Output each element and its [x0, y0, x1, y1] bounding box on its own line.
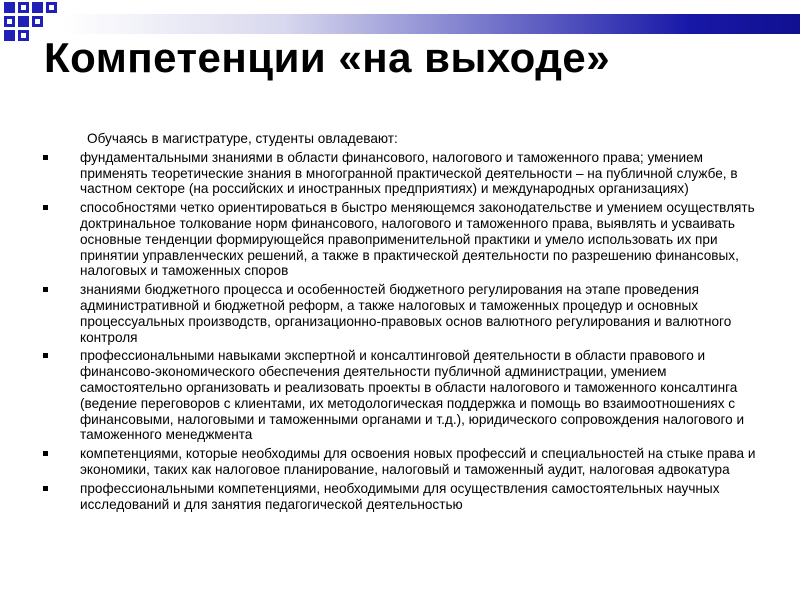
- bullet-square-icon: [43, 155, 48, 160]
- slide-body: [40, 131, 770, 515]
- list-item: [40, 200, 770, 279]
- intro-text: Обучаясь в магистратуре, студенты овладевают:: [87, 131, 398, 146]
- decor-square: [4, 2, 15, 13]
- list-item-text: профессиональными компетенциями, необходимыми для осуществления самостоятельных научных исследований и для занятия педагогической деятельностью: [80, 480, 720, 512]
- list-item: [40, 282, 770, 345]
- slide-title: Компетенции «на выходе»: [44, 34, 611, 81]
- bullet-square-icon: [43, 486, 48, 491]
- list-item: [40, 481, 770, 513]
- list-item-text: фундаментальными знаниями в области финансового, налогового и таможенного права; умением применять теоретические знания в многогранной практической деятельности – на публичной службе, в частном секторе (на российских и иностранных предприятиях) и международных организациях): [80, 149, 738, 197]
- decor-square: [18, 30, 29, 41]
- list-item-text: способностями четко ориентироваться в быстро меняющемся законодательстве и умением осуществлять доктринальное толкование норм финансового, налогового и таможенного права, выявлять и усваивать основные тенденции формирующейся правоприменительной практики и умело использовать их при принятии управленческих решений, а также в практической деятельности по разрешению финансовых, налоговых и таможенных споров: [80, 200, 755, 279]
- decor-square: [18, 2, 29, 13]
- decor-square: [18, 16, 29, 27]
- bullet-square-icon: [43, 287, 48, 292]
- bullet-square-icon: [43, 451, 48, 456]
- decor-square: [32, 2, 43, 13]
- decor-square: [4, 16, 15, 27]
- bullet-square-icon: [43, 353, 48, 358]
- decor-square: [4, 30, 15, 41]
- decor-square: [46, 2, 57, 13]
- list-item-text: компетенциями, которые необходимы для освоения новых профессий и специальностей на стыке права и экономики, таких как налоговое планирование, налоговый и таможенный аудит, налоговая адвокатура: [80, 446, 756, 477]
- list-item-text: профессиональными навыками экспертной и консалтинговой деятельности в области правового и финансово-экономического обеспечения деятельности публичной администрации, умением самостоятельно организовать и реализовать проекты в области налогового и таможенного консалтинга (ведение переговоров с клиентами, их методологическая поддержка и помощь во взаимоотношениях с финансовыми, налоговыми и таможенными органами и т.д.), юридического сопровождения налогового и таможенного менеджмента: [80, 348, 745, 443]
- list-item: [40, 348, 770, 443]
- list-item: [40, 150, 770, 197]
- list-item: [40, 446, 770, 478]
- competency-list: [40, 150, 770, 513]
- list-item-text: знаниями бюджетного процесса и особенностей бюджетного регулирования на этапе проведения административной и бюджетной реформ, а также налоговых и таможенных процедур и основных процессуальных производств, организационно-правовых основ валютного регулирования и валютного контроля: [80, 282, 732, 345]
- decor-square: [32, 16, 43, 27]
- bullet-square-icon: [43, 205, 48, 210]
